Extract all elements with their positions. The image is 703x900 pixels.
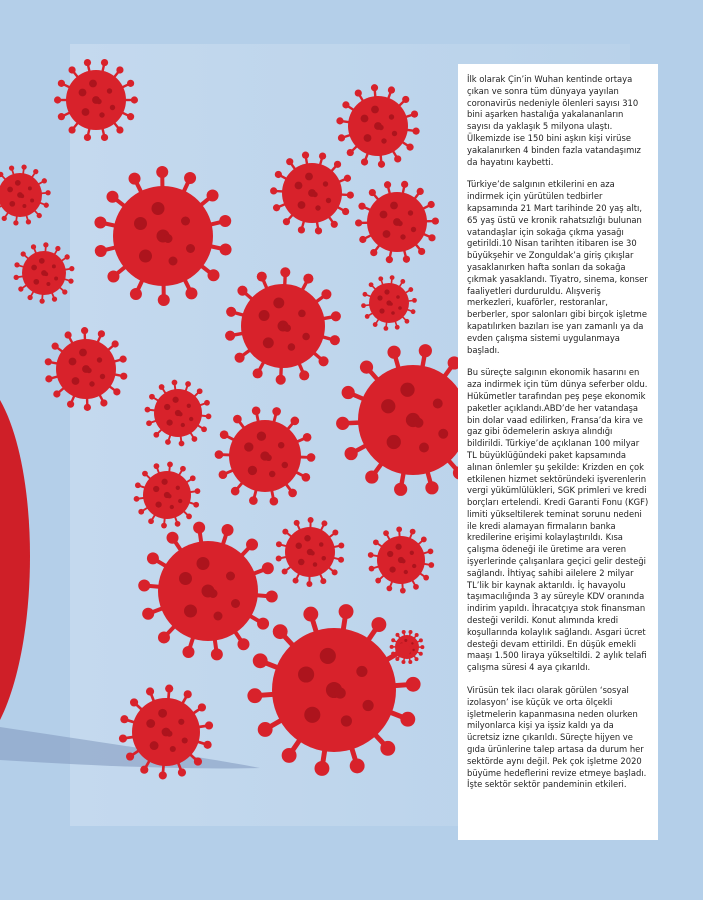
article-paragraph: Bu süreçte salgının ekonomik hasarını en aza indirmek için tüm dünya seferber oldu. Hükümetler tarafından peş peşe ekonomik paketler açıklandı.ABD’de her vatandaşa bin dolar vaad edilirken, Fransa’da kira ve gaz gibi ödemelerin askıya alındığı bildirildi. Türkiye’de açıklanan 100 milyar TL büyüklüğündeki paket kapsamında alınan önlemler şu şekilde: Krizden en çok etkilenen hizmet sektöründeki işverenlerin vergi yükümlülükleri, SGK primleri ve kredi borçları ertelendi. Kredi Garanti Fonu (KGF) limiti yükseltilerek teminat sorunu nedeni ile kredi alamayan firmaların banka kredilerine erişimi kolaylaştırıldı. Kısa çalışma ödeneği ile üretime ara veren işyerlerinde çalışanlara geçici gelir desteği sağlandı. İhtiyaç sahibi ailelere 2 milyar TL’lik bir kaynak aktarıldı. İç havayolu taşımacılığında 3 ay süreyle KDV oranında indirim yapıldı. İhracatçıya stok finansman desteği verildi. Konut alımında kredi koşullarında kolaylık sağlandı. Asgari ücret desteği devam ettirildi. En düşük emekli maaşı 1.500 liraya yükseltildi. 2 aylık telafi çalışma süresi 4 aya çıkarıldı. bbox=[467, 367, 649, 673]
article-text-panel bbox=[458, 64, 658, 840]
article-paragraph: Türkiye’de salgının etkilerini en aza indirmek için yürütülen tedbirler kapsamında 21 Mart tarihinde 20 yaş altı, 65 yaş üstü ve kronik rahatsızlığı bulunan vatandaşlar için sokağa çıkma yasağı getirildi.10 Nisan tarihten itibaren ise 30 büyükşehir ve Zonguldak’a giriş çıkışlar yasaklanırken hafta sonları da sokağa çıkmak yasaklandı. Tiyatro, sinema, konser faaliyetleri durduruldu. Alışveriş merkezleri, kuaförler, restoranlar, berberler, spor salonları gibi birçok işletme kapatılırken bazıları ise yarı zamanlı ya da evden çalışma sistemi uygulanmaya başladı. bbox=[467, 179, 648, 355]
article-paragraph: Virüsün tek ilacı olarak görülen ‘sosyal izolasyon’ ise küçük ve orta ölçekli işletmelerin kapanmasına neden olurken milyonlarca kişi ya işsiz kaldı ya da ücretsiz izne çıkarıldı. Süreçte hijyen ve gıda ürünlerine talep artasa da durum her sektörde aynı değil. Pek çok işletme 2020 büyüme hedeflerini revize etmeye başladı. İşte sektör sektör pandeminin etkileri. bbox=[467, 685, 647, 790]
article-paragraph: İlk olarak Çin’in Wuhan kentinde ortaya çıkan ve sonra tüm dünyaya yayılan coronavirüs nedeniyle ölenleri sayısı 310 bini aşarken hastalığa yakalananların sayısı da yaklaşık 5 milyona ulaştı. Ülkemizde ise 150 bini aşkın kişi virüse yakalanırken 4 binden fazla vatandaşımız da hayatını kaybetti. bbox=[467, 74, 641, 167]
